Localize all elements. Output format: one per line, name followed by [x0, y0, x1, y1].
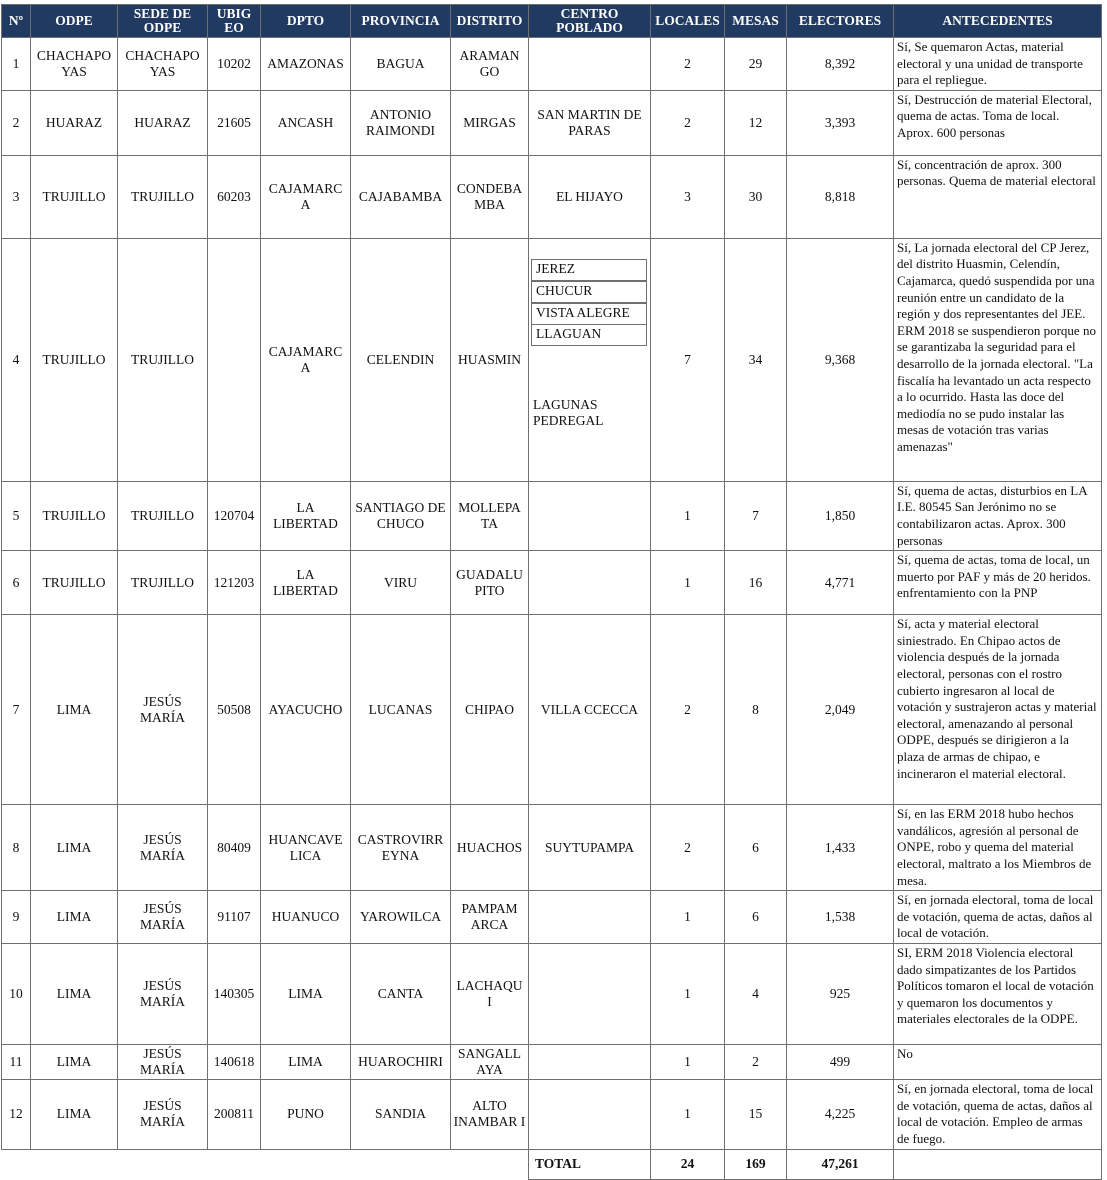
cell-locales: 2: [651, 805, 725, 891]
cell-mesas: 12: [725, 90, 787, 155]
cell-dpto: CAJAMARC A: [261, 238, 351, 481]
table-row: [2, 1044, 1102, 1079]
antecedentes-table: [1, 4, 1102, 1180]
header-electores: ELECTORES: [787, 5, 894, 38]
cell-centro-poblado: SUYTUPAMPA: [529, 805, 651, 891]
header-row: [2, 5, 1102, 38]
cell-locales: 1: [651, 891, 725, 944]
cell-ubigeo: 21605: [208, 90, 261, 155]
cell-ubigeo: 140618: [208, 1044, 261, 1079]
table-row: [2, 615, 1102, 805]
cell-sede: TRUJILLO: [118, 155, 208, 238]
cell-sede: TRUJILLO: [118, 481, 208, 550]
header-distrito: DISTRITO: [451, 5, 529, 38]
cell-provincia: VIRU: [351, 551, 451, 615]
total-locales: 24: [651, 1149, 725, 1179]
cell-distrito: MOLLEPA TA: [451, 481, 529, 550]
cell-centro-poblado: VILLA CCECCA: [529, 615, 651, 805]
cell-sede: TRUJILLO: [118, 238, 208, 481]
table-row: [2, 551, 1102, 615]
cell-ubigeo: 140305: [208, 943, 261, 1044]
cell-locales: 3: [651, 155, 725, 238]
cell-antecedentes: No: [894, 1044, 1102, 1079]
cell-centro-poblado: [529, 1079, 651, 1149]
cell-provincia: ANTONIO RAIMONDI: [351, 90, 451, 155]
table-row: [2, 90, 1102, 155]
cell-distrito: CHIPAO: [451, 615, 529, 805]
cell-distrito: HUACHOS: [451, 805, 529, 891]
cell-centro-poblado: [529, 551, 651, 615]
table-row: [2, 891, 1102, 944]
table-row: [2, 155, 1102, 238]
cell-mesas: 29: [725, 38, 787, 91]
cell-centro-poblado: [529, 1044, 651, 1079]
cell-antecedentes: Sí, acta y material electoral siniestrado. En Chipao actos de violencia después de la jornada electoral, personas con el rostro cubierto ingresaron al local de votación y sustrajeron actas y material electoral, amenazando al personal ODPE, después se dirigieron a la plaza de armas de chipao, e incineraron el material electoral.: [894, 615, 1102, 805]
cell-ubigeo: 121203: [208, 551, 261, 615]
cell-electores: 499: [787, 1044, 894, 1079]
cell-mesas: 30: [725, 155, 787, 238]
total-label: TOTAL: [529, 1149, 651, 1179]
cell-dpto: LIMA: [261, 1044, 351, 1079]
centro-poblado-item: CHUCUR: [531, 281, 647, 303]
cell-antecedentes: Sí, en las ERM 2018 hubo hechos vandálicos, agresión al personal de ONPE, robo y quema del material electoral, maltrato a los Miembros de mesa.: [894, 805, 1102, 891]
cell-mesas: 2: [725, 1044, 787, 1079]
cell-provincia: CAJABAMBA: [351, 155, 451, 238]
centro-poblado-item: LLAGUAN: [531, 324, 647, 346]
total-row: [2, 1149, 1102, 1179]
cell-dpto: AYACUCHO: [261, 615, 351, 805]
cell-odpe: TRUJILLO: [31, 551, 118, 615]
empty-cell: [351, 1149, 451, 1179]
cell-locales: 1: [651, 551, 725, 615]
cell-mesas: 7: [725, 481, 787, 550]
cell-locales: 1: [651, 1079, 725, 1149]
cell-mesas: 6: [725, 805, 787, 891]
cell-odpe: TRUJILLO: [31, 238, 118, 481]
cell-row-number: 9: [2, 891, 31, 944]
cell-dpto: PUNO: [261, 1079, 351, 1149]
cell-ubigeo: 50508: [208, 615, 261, 805]
cell-provincia: CANTA: [351, 943, 451, 1044]
cell-centro-poblado: [529, 891, 651, 944]
cell-dpto: AMAZONAS: [261, 38, 351, 91]
header-provincia: PROVINCIA: [351, 5, 451, 38]
cell-antecedentes: Sí, La jornada electoral del CP Jerez, del distrito Huasmin, Celendín, Cajamarca, quedó suspendida por una reunión entre un candidato de la región y dos representantes del JEE. ERM 2018 se suspendieron porque no se garantizaba la seguridad para el desarrollo de la jornada electoral. "La fiscalía ha levantado un acta respecto a lo ocurrido. Hasta las doce del mediodía no se pudo instalar las mesas de votación tras varias amenazas": [894, 238, 1102, 481]
cell-distrito: HUASMIN: [451, 238, 529, 481]
cell-locales: 1: [651, 943, 725, 1044]
cell-odpe: LIMA: [31, 1044, 118, 1079]
cell-locales: 2: [651, 615, 725, 805]
header-locales: LOCALES: [651, 5, 725, 38]
cell-electores: 9,368: [787, 238, 894, 481]
cell-electores: 2,049: [787, 615, 894, 805]
cell-mesas: 16: [725, 551, 787, 615]
cell-sede: JESÚS MARÍA: [118, 943, 208, 1044]
cell-dpto: LA LIBERTAD: [261, 551, 351, 615]
cell-electores: 1,850: [787, 481, 894, 550]
cell-locales: 1: [651, 481, 725, 550]
cell-centro-poblado: [529, 238, 651, 481]
cell-sede: JESÚS MARÍA: [118, 615, 208, 805]
cell-electores: 4,225: [787, 1079, 894, 1149]
centro-poblado-item: JEREZ: [531, 259, 647, 281]
cell-odpe: TRUJILLO: [31, 481, 118, 550]
cell-provincia: SANDIA: [351, 1079, 451, 1149]
cell-distrito: ALTO INAMBAR I: [451, 1079, 529, 1149]
cell-electores: 8,818: [787, 155, 894, 238]
cell-ubigeo: 80409: [208, 805, 261, 891]
cell-odpe: LIMA: [31, 615, 118, 805]
cell-centro-poblado: [529, 38, 651, 91]
cell-centro-poblado: EL HIJAYO: [529, 155, 651, 238]
cell-sede: JESÚS MARÍA: [118, 1079, 208, 1149]
cell-antecedentes: Sí, quema de actas, toma de local, un muerto por PAF y más de 20 heridos. enfrentamiento con la PNP: [894, 551, 1102, 615]
cell-sede: JESÚS MARÍA: [118, 1044, 208, 1079]
cell-dpto: ANCASH: [261, 90, 351, 155]
centro-poblado-item: LAGUNAS PEDREGAL: [533, 396, 604, 428]
header-ubigeo: UBIG EO: [208, 5, 261, 38]
header-dpto: DPTO: [261, 5, 351, 38]
header-antecedentes: ANTECEDENTES: [894, 5, 1102, 38]
cell-distrito: LACHAQU I: [451, 943, 529, 1044]
cell-provincia: CASTROVIRR EYNA: [351, 805, 451, 891]
cell-antecedentes: Sí, concentración de aprox. 300 personas. Quema de material electoral: [894, 155, 1102, 238]
cell-dpto: CAJAMARC A: [261, 155, 351, 238]
header-no: Nº: [2, 5, 31, 38]
header-odpe: ODPE: [31, 5, 118, 38]
empty-cell: [118, 1149, 208, 1179]
header-mesas: MESAS: [725, 5, 787, 38]
cell-mesas: 15: [725, 1079, 787, 1149]
cell-electores: 925: [787, 943, 894, 1044]
cell-centro-poblado: SAN MARTIN DE PARAS: [529, 90, 651, 155]
cell-odpe: LIMA: [31, 805, 118, 891]
cell-provincia: HUAROCHIRI: [351, 1044, 451, 1079]
cell-electores: 8,392: [787, 38, 894, 91]
cell-sede: JESÚS MARÍA: [118, 805, 208, 891]
cell-row-number: 10: [2, 943, 31, 1044]
cell-dpto: HUANCAVE LICA: [261, 805, 351, 891]
empty-cell: [208, 1149, 261, 1179]
cell-dpto: LA LIBERTAD: [261, 481, 351, 550]
cell-odpe: CHACHAPO YAS: [31, 38, 118, 91]
cell-centro-poblado: [529, 481, 651, 550]
cell-row-number: 12: [2, 1079, 31, 1149]
table-row: [2, 38, 1102, 91]
cell-ubigeo: 10202: [208, 38, 261, 91]
cell-electores: 1,538: [787, 891, 894, 944]
cell-electores: 4,771: [787, 551, 894, 615]
cell-row-number: 5: [2, 481, 31, 550]
table-row: [2, 805, 1102, 891]
cell-odpe: LIMA: [31, 1079, 118, 1149]
cell-antecedentes: SI, ERM 2018 Violencia electoral dado simpatizantes de los Partidos Políticos tomaron el local de votación y quemaron los documentos y materiales electorales de la ODPE.: [894, 943, 1102, 1044]
cell-row-number: 8: [2, 805, 31, 891]
cell-locales: 1: [651, 1044, 725, 1079]
table-row: [2, 481, 1102, 550]
cell-antecedentes: Sí, en jornada electoral, toma de local de votación, quema de actas, daños al local de votación. Empleo de armas de fuego.: [894, 1079, 1102, 1149]
cell-dpto: LIMA: [261, 943, 351, 1044]
header-sede: SEDE DE ODPE: [118, 5, 208, 38]
cell-antecedentes: Sí, Destrucción de material Electoral, quema de actas. Toma de local. Aprox. 600 personas: [894, 90, 1102, 155]
cell-provincia: BAGUA: [351, 38, 451, 91]
total-electores: 47,261: [787, 1149, 894, 1179]
empty-cell: [451, 1149, 529, 1179]
cell-row-number: 7: [2, 615, 31, 805]
cell-odpe: HUARAZ: [31, 90, 118, 155]
cell-antecedentes: Sí, en jornada electoral, toma de local de votación, quema de actas, daños al local de votación.: [894, 891, 1102, 944]
cell-antecedentes: Sí, Se quemaron Actas, material electoral y una unidad de transporte para el repliegue.: [894, 38, 1102, 91]
cell-sede: JESÚS MARÍA: [118, 891, 208, 944]
cell-electores: 1,433: [787, 805, 894, 891]
empty-cell: [2, 1149, 31, 1179]
cell-sede: HUARAZ: [118, 90, 208, 155]
cell-ubigeo: 60203: [208, 155, 261, 238]
cell-ubigeo: [208, 238, 261, 481]
header-centro-poblado: CENTRO POBLADO: [529, 5, 651, 38]
cell-mesas: 34: [725, 238, 787, 481]
cell-row-number: 11: [2, 1044, 31, 1079]
cell-mesas: 4: [725, 943, 787, 1044]
cell-odpe: LIMA: [31, 943, 118, 1044]
cell-mesas: 8: [725, 615, 787, 805]
table-row: [2, 238, 1102, 481]
cell-odpe: TRUJILLO: [31, 155, 118, 238]
cell-antecedentes: Sí, quema de actas, disturbios en LA I.E. 80545 San Jerónimo no se contabilizaron actas. Aprox. 300 personas: [894, 481, 1102, 550]
cell-distrito: ARAMAN GO: [451, 38, 529, 91]
cell-electores: 3,393: [787, 90, 894, 155]
cell-locales: 2: [651, 38, 725, 91]
cell-distrito: PAMPAM ARCA: [451, 891, 529, 944]
cell-ubigeo: 120704: [208, 481, 261, 550]
cell-sede: CHACHAPO YAS: [118, 38, 208, 91]
cell-locales: 2: [651, 90, 725, 155]
cell-provincia: SANTIAGO DE CHUCO: [351, 481, 451, 550]
cell-sede: TRUJILLO: [118, 551, 208, 615]
empty-cell: [261, 1149, 351, 1179]
cell-row-number: 6: [2, 551, 31, 615]
cell-provincia: CELENDIN: [351, 238, 451, 481]
cell-distrito: SANGALL AYA: [451, 1044, 529, 1079]
cell-provincia: LUCANAS: [351, 615, 451, 805]
cell-row-number: 1: [2, 38, 31, 91]
cell-row-number: 3: [2, 155, 31, 238]
cell-provincia: YAROWILCA: [351, 891, 451, 944]
cell-distrito: GUADALU PITO: [451, 551, 529, 615]
cell-locales: 7: [651, 238, 725, 481]
cell-row-number: 4: [2, 238, 31, 481]
cell-distrito: MIRGAS: [451, 90, 529, 155]
cell-odpe: LIMA: [31, 891, 118, 944]
cell-distrito: CONDEBA MBA: [451, 155, 529, 238]
empty-cell: [31, 1149, 118, 1179]
total-antecedentes: [894, 1149, 1102, 1179]
cell-ubigeo: 200811: [208, 1079, 261, 1149]
table-row: [2, 1079, 1102, 1149]
cell-dpto: HUANUCO: [261, 891, 351, 944]
cell-row-number: 2: [2, 90, 31, 155]
centro-poblado-item: VISTA ALEGRE: [531, 303, 647, 325]
cell-ubigeo: 91107: [208, 891, 261, 944]
table-row: [2, 943, 1102, 1044]
cell-mesas: 6: [725, 891, 787, 944]
total-mesas: 169: [725, 1149, 787, 1179]
cell-centro-poblado: [529, 943, 651, 1044]
